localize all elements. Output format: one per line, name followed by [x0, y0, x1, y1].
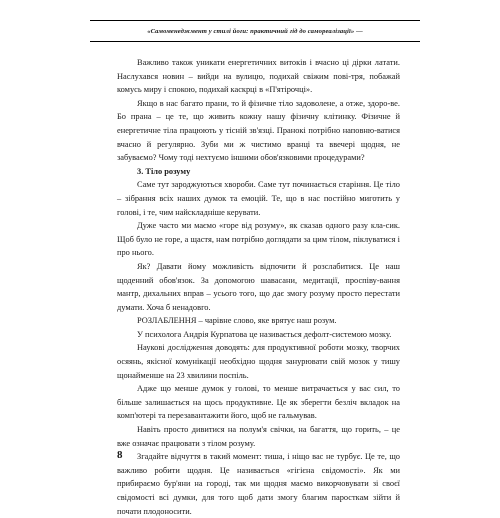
paragraph: У психолога Андрія Курпатова це називається дефолт-системою мозку.	[137, 329, 392, 339]
paragraph: Саме тут зароджуються хвороби. Саме тут починається старіння. Це тіло – зібрання всіх наших думок та емоцій. Те, що в нас постійно миготить у голові, і те, чим найскладніше керувати.	[117, 180, 400, 217]
page-number: 8	[117, 449, 123, 461]
paragraph: Як? Давати йому можливість відпочити й розслабитися. Це наш щоденний обов'язок. За допомогою шавасани, медитації, проспіву-вання мантр, дихальних вправ – усього того, що дає змогу розуму просто перестати думати. Хоча б ненадовго.	[117, 261, 400, 312]
section-heading: 3. Тіло розуму	[137, 166, 191, 176]
running-title: «Самоменеджмент у стилі йоги: практичний гід до самореалізації» —	[147, 27, 363, 35]
paragraph: РОЗЛАБЛЕННЯ – чарівне слово, яке врятує наш розум.	[137, 316, 337, 326]
paragraph: Навіть просто дивитися на полум'я свічки, на багаття, що горить, – це вже означає працювати з тілом розуму.	[117, 425, 400, 448]
body-text	[117, 56, 400, 518]
paragraph: Наукові дослідження доводять: для продуктивної роботи мозку, творчих осяянь, якісної комунікації необхідно щодня занурювати свій мозок у тишу щонайменше на 23 хвилини поспіль.	[117, 343, 400, 380]
paragraph: Якщо в нас багато прани, то й фізичне тіло задоволене, а отже, здоро-ве. Бо прана – це те, що живить кожну нашу фізичну клітинку. Фізичне й енергетичне тіла працюють у тісній зв'язці. Пранокі потрібно наповню-ватися вчасно й регулярно. Зуби ми ж чистимо вранці та ввечері щодня, не забуваємо? Чому тоді нехтуємо іншими обов'язковими процедурами?	[117, 98, 400, 163]
running-header	[90, 20, 420, 42]
paragraph: Дуже часто ми маємо «горе від розуму», як сказав одного разу кла-сик. Щоб було не горе, а щастя, нам потрібно доглядати за цим тілом, піклуватися і про нього.	[117, 221, 400, 258]
paragraph: Адже що менше думок у голові, то менше витрачається у вас сил, то більше залишається на щось продуктивне. Це як зберегти безліч вкладок на комп'ютері та перезавантажити його, щоб не гальмував.	[117, 384, 400, 421]
paragraph: Важливо також уникати енергетичних витоків і вчасно ці дірки латати. Наслухався новин – вийди на вулицю, подихай свіжим пові-тря, побажай комусь миру і спокою, подихай каскрці в «П'ятірочці».	[117, 58, 400, 95]
paragraph: Згадайте відчуття в такий момент: тиша, і ніщо вас не турбує. Це те, що важливо робити щодня. Це називається «гігієна свідомості». Як ми прибираємо бур'яни на городі, так ми щодня маємо викорчовувати зі своєї свідомості всі думки, для того щоб дати змогу благим паросткам зійти й почати плодоносити.	[117, 452, 400, 516]
